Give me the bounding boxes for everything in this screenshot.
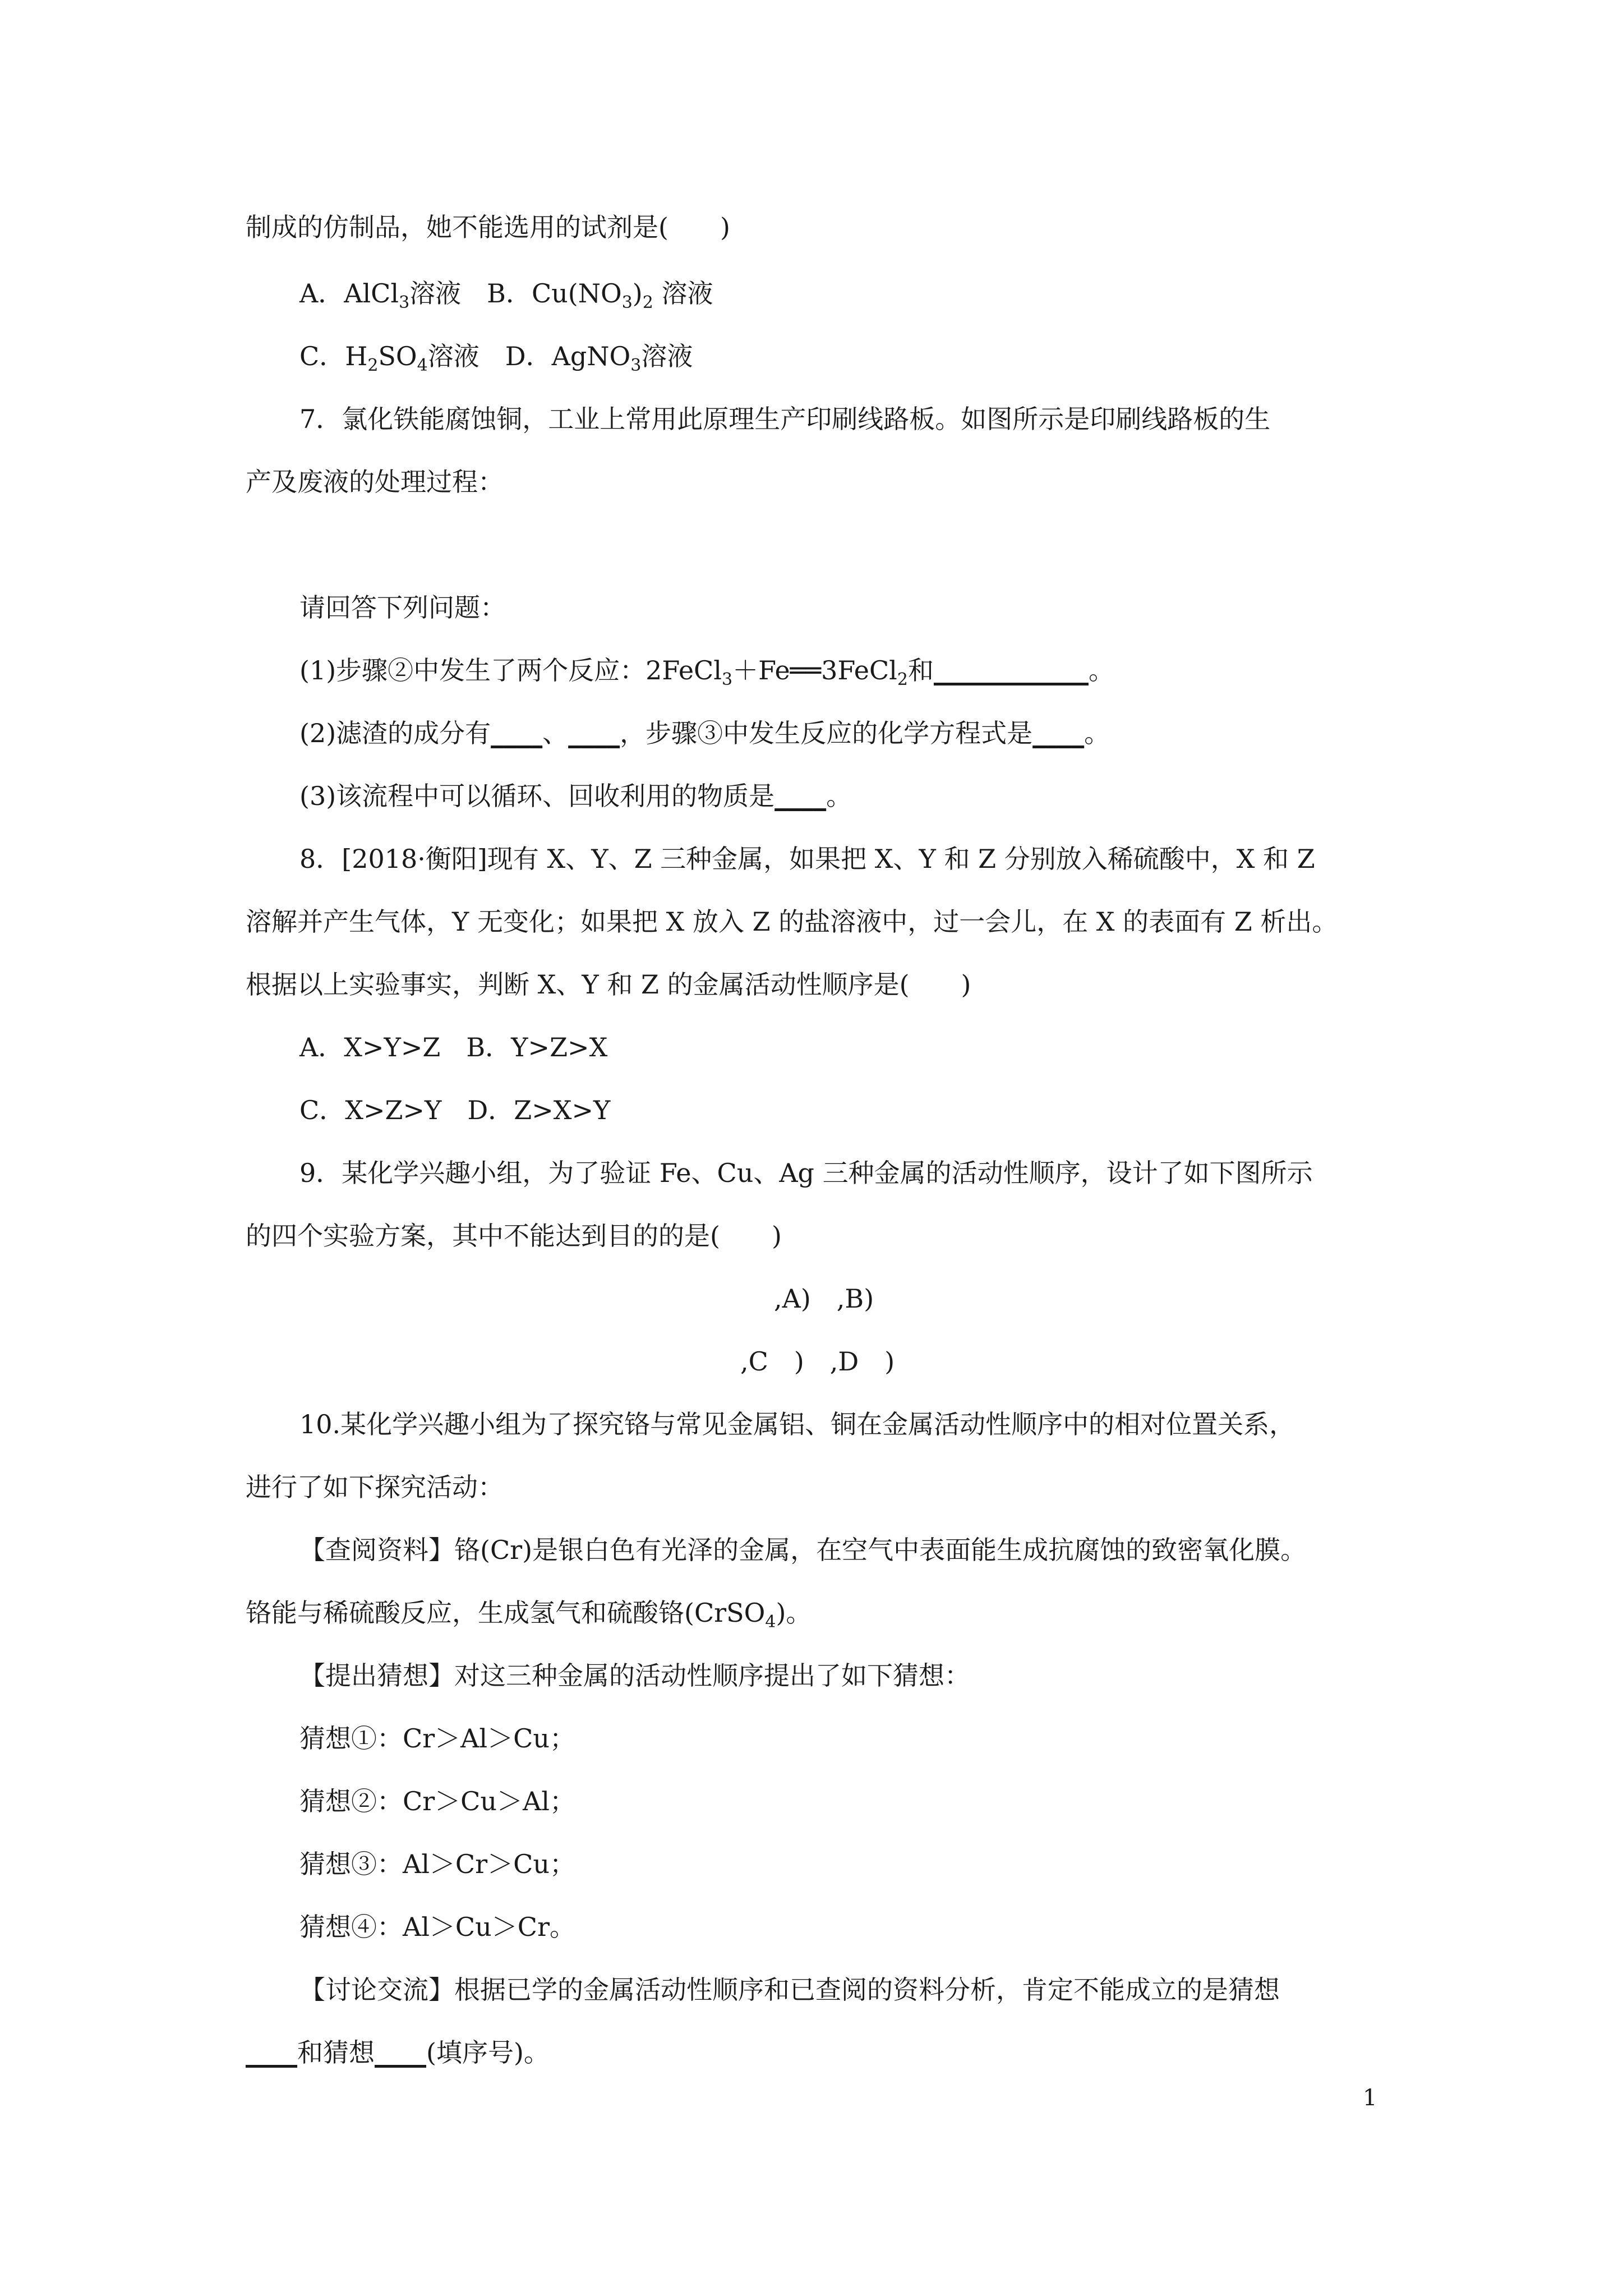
answer-blank: ____ xyxy=(246,2037,297,2068)
q10-hypothesis-4: 猜想④：Al＞Cu＞Cr。 xyxy=(299,1912,575,1942)
q6-options-cd: C．$H_2SO_4$溶液 D．AgNO$_3$溶液 xyxy=(299,341,693,375)
q8-stem-line2: 溶解并产生气体，Y 无变化；如果把 X 放入 Z 的盐溶液中，过一会儿，在 X 的表面有 Z 析出。 xyxy=(246,907,1338,937)
answer-blank: ____ xyxy=(375,2037,426,2068)
q10-reference-info-2: 铬能与稀硫酸反应，生成氢气和硫酸铬(CrSO$_4$)。 xyxy=(246,1598,812,1632)
q10-stem-line1: 10.某化学兴趣小组为了探究铬与常见金属铝、铜在金属活动性顺序中的相对位置关系， xyxy=(299,1409,1295,1439)
q10-hypothesis-1: 猜想①：Cr＞Al＞Cu； xyxy=(299,1723,575,1754)
q8-options-ab: A．X>Y>Z B．Y>Z>X xyxy=(299,1032,608,1062)
q7-prompt: 请回答下列问题： xyxy=(299,592,506,623)
q7-stem-line1: 7．氯化铁能腐蚀铜，工业上常用此原理生产印刷线路板。如图所示是印刷线路板的生 xyxy=(299,404,1271,434)
q10-hypothesis-2: 猜想②：Cr＞Cu＞Al； xyxy=(299,1786,575,1816)
q9-figure-labels-cd: ,C ) ,D ) xyxy=(740,1346,895,1377)
q7-sub1: (1)步骤②中发生了两个反应：2FeCl$_3$＋Fe══3FeCl$_2$和____________。 xyxy=(299,655,1114,689)
q8-options-cd: C．X>Z>Y D．Z>X>Y xyxy=(299,1095,611,1125)
answer-blank: ____ xyxy=(491,718,543,748)
q7-sub2: (2)滤渣的成分有____、____，步骤③中发生反应的化学方程式是____。 xyxy=(299,718,1110,748)
q9-figure-labels-ab: ,A) ,B) xyxy=(774,1283,874,1314)
answer-blank: ____ xyxy=(1032,718,1085,748)
q7-stem-line2: 产及废液的处理过程： xyxy=(246,467,504,497)
q9-stem-line1: 9．某化学兴趣小组，为了验证 Fe、Cu、Ag 三种金属的活动性顺序，设计了如下图所示 xyxy=(299,1158,1313,1188)
q10-discussion-line2: ____和猜想____(填序号)。 xyxy=(246,2037,550,2068)
answer-blank: ____________ xyxy=(933,655,1089,685)
answer-blank: ____ xyxy=(774,781,827,811)
answer-blank: ____ xyxy=(568,718,620,748)
q6-options-ab: A．AlCl$_3$溶液 B．$Cu(NO_3)_2$ 溶液 xyxy=(299,278,713,312)
q10-discussion-line1: 【讨论交流】根据已学的金属活动性顺序和已查阅的资料分析，肯定不能成立的是猜想 xyxy=(299,1975,1280,2005)
page-number: 1 xyxy=(1363,2085,1377,2111)
q6-stem-end: 制成的仿制品，她不能选用的试剂是( ) xyxy=(246,212,730,242)
q10-stem-line2: 进行了如下探究活动： xyxy=(246,1472,504,1502)
q7-sub3: (3)该流程中可以循环、回收利用的物质是____。 xyxy=(299,781,852,811)
q10-reference-info: 【查阅资料】铬(Cr)是银白色有光泽的金属，在空气中表面能生成抗腐蚀的致密氧化膜。 xyxy=(299,1535,1307,1565)
q9-stem-line2: 的四个实验方案，其中不能达到目的的是( ) xyxy=(246,1221,782,1251)
q10-hypothesis-intro: 【提出猜想】对这三种金属的活动性顺序提出了如下猜想： xyxy=(299,1660,970,1691)
q8-stem-line1: 8．[2018·衡阳]现有 X、Y、Z 三种金属，如果把 X、Y 和 Z 分别放入稀硫酸中，X 和 Z xyxy=(299,844,1315,874)
q10-hypothesis-3: 猜想③：Al＞Cr＞Cu； xyxy=(299,1849,575,1879)
q8-stem-line3: 根据以上实验事实，判断 X、Y 和 Z 的金属活动性顺序是( ) xyxy=(246,969,971,1000)
